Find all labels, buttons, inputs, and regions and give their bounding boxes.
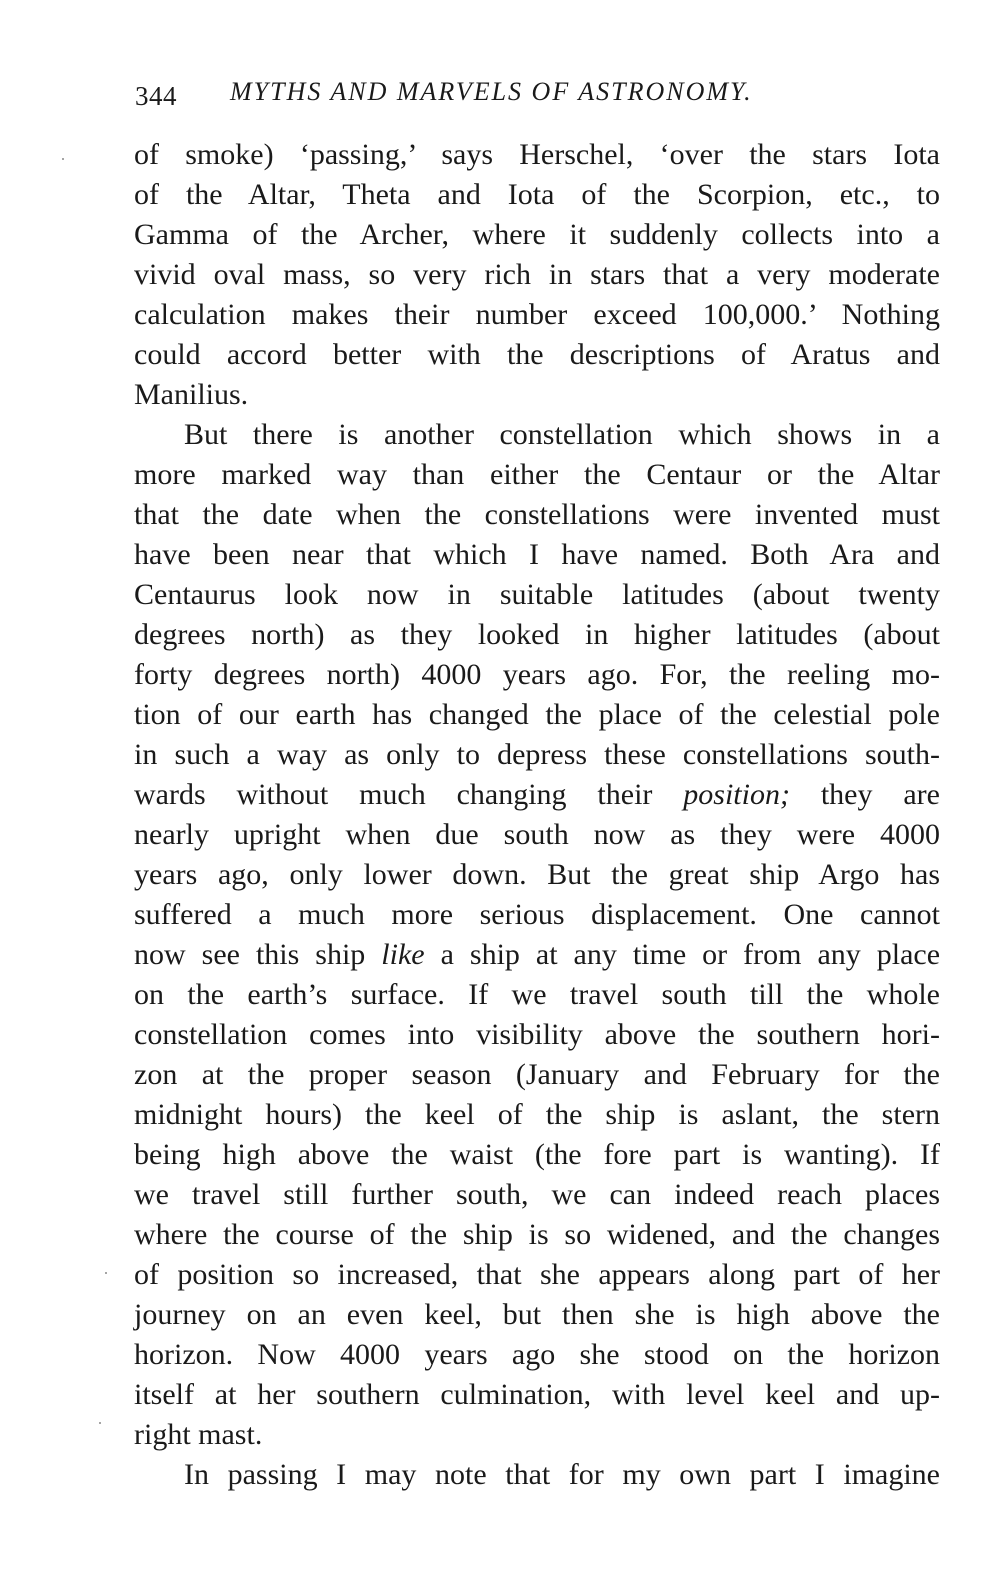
italic-word: like <box>381 938 425 971</box>
text-line: years ago, only lower down. But the great ship Argo has <box>134 858 940 891</box>
text-line: that the date when the constellations were invented must <box>134 498 940 531</box>
text-line: vivid oval mass, so very rich in stars that a very moderate <box>134 258 940 291</box>
text-line: Gamma of the Archer, where it suddenly collects into a <box>134 218 940 251</box>
text-segment: wards without much changing their <box>134 778 653 811</box>
body-text <box>134 135 940 1495</box>
text-line: where the course of the ship is so widened, and the changes <box>134 1218 940 1251</box>
text-line: horizon. Now 4000 years ago she stood on the horizon <box>134 1338 940 1371</box>
text-line: could accord better with the descriptions of Aratus and <box>134 338 940 371</box>
text-line: But there is another constellation which shows in a <box>184 418 940 451</box>
text-line: we travel still further south, we can indeed reach places <box>134 1178 940 1211</box>
running-title: MYTHS AND MARVELS OF ASTRONOMY. <box>230 77 753 106</box>
text-segment: now see this ship <box>134 938 366 971</box>
text-line: suffered a much more serious displacement. One cannot <box>134 898 940 931</box>
text-line <box>134 775 940 815</box>
scan-speck <box>99 1422 101 1424</box>
text-line: itself at her southern culmination, with level keel and up- <box>134 1378 940 1411</box>
text-line: have been near that which I have named. Both Ara and <box>134 538 940 571</box>
text-line: forty degrees north) 4000 years ago. For, the reeling mo- <box>134 658 940 691</box>
page-number: 344 <box>135 81 177 111</box>
text-line: calculation makes their number exceed 100,000.’ Nothing <box>134 298 940 331</box>
text-line: of position so increased, that she appears along part of her <box>134 1258 940 1291</box>
text-segment: they are <box>820 778 940 811</box>
text-line: of smoke) ‘passing,’ says Herschel, ‘over the stars Iota <box>134 138 940 171</box>
page-header <box>135 72 935 112</box>
text-line: In passing I may note that for my own part I imagine <box>184 1458 940 1491</box>
text-line: right mast. <box>134 1418 263 1451</box>
text-line: Manilius. <box>134 378 249 411</box>
text-line: more marked way than either the Centaur or the Altar <box>134 458 940 491</box>
text-line: Centaurus look now in suitable latitudes (about twenty <box>134 578 940 611</box>
text-line: journey on an even keel, but then she is high above the <box>134 1298 940 1331</box>
scan-speck <box>62 158 64 160</box>
text-line: midnight hours) the keel of the ship is aslant, the stern <box>134 1098 940 1131</box>
text-line: in such a way as only to depress these constellations south- <box>134 738 940 771</box>
scan-speck <box>105 1272 107 1274</box>
text-line: zon at the proper season (January and February for the <box>134 1058 940 1091</box>
text-line: on the earth’s surface. If we travel south till the whole <box>134 978 940 1011</box>
text-line: of the Altar, Theta and Iota of the Scorpion, etc., to <box>134 178 940 211</box>
text-line: degrees north) as they looked in higher latitudes (about <box>134 618 940 651</box>
italic-word: position; <box>683 778 790 811</box>
text-segment: a ship at any time or from any place <box>440 938 941 971</box>
text-line: nearly upright when due south now as they were 4000 <box>134 818 940 851</box>
text-line: being high above the waist (the fore part is wanting). If <box>134 1138 940 1171</box>
text-line <box>134 935 940 975</box>
text-line: constellation comes into visibility above the southern hori- <box>134 1018 940 1051</box>
text-line: tion of our earth has changed the place of the celestial pole <box>134 698 940 731</box>
